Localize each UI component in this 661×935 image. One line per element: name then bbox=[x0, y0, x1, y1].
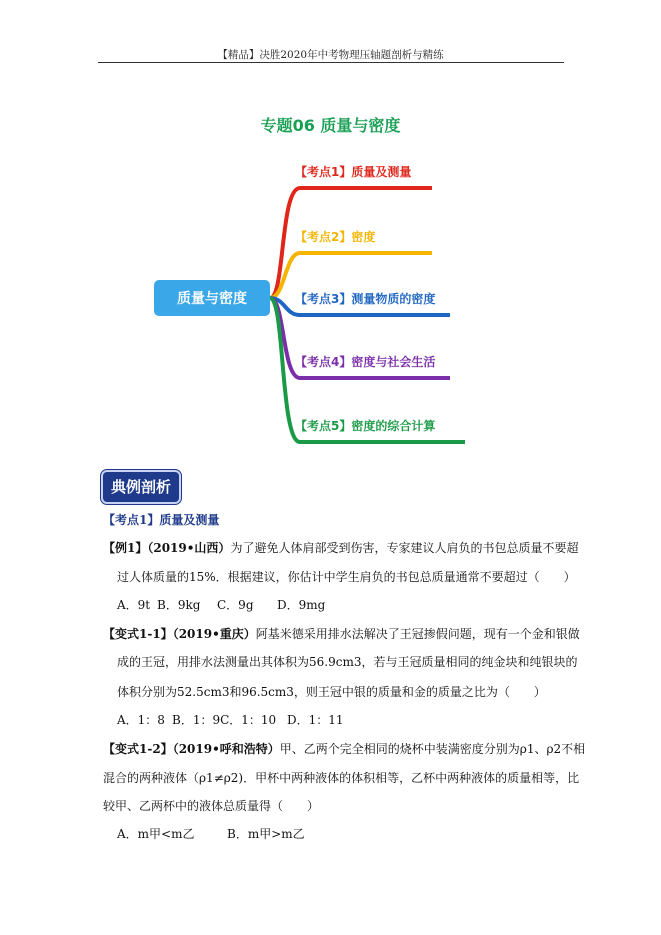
branch-text-1: 质量及测量 bbox=[351, 165, 412, 179]
branch-text-3: 测量物质的密度 bbox=[351, 292, 436, 306]
page-title: 专题06 质量与密度 bbox=[260, 116, 401, 135]
branch-tag-1: 【考点1】 bbox=[295, 165, 352, 179]
section-heading: 【考点1】质量及测量 bbox=[103, 513, 220, 527]
variant1-option-a: A．1：8 bbox=[117, 713, 165, 727]
branch-tag-2: 【考点2】 bbox=[295, 230, 352, 244]
variant2-line1 bbox=[103, 740, 585, 757]
variant2-label: 【变式1-2】 bbox=[103, 742, 173, 756]
branch-tag-4: 【考点4】 bbox=[295, 355, 352, 369]
example1-options bbox=[117, 596, 325, 613]
section-badge bbox=[103, 472, 179, 502]
variant2-text1: 甲、乙两个完全相同的烧杯中装满密度分别为ρ1、ρ2不相 bbox=[279, 742, 586, 756]
example1-label: 【例1】 bbox=[103, 541, 148, 555]
variant1-text1: 阿基米德采用排水法解决了王冠掺假问题，现有一个金和银做 bbox=[255, 627, 580, 641]
example1-text1: 为了避免人体肩部受到伤害，专家建议人肩负的书包总质量不要超 bbox=[230, 541, 579, 555]
branch-text-5: 密度的综合计算 bbox=[351, 419, 436, 433]
header-rule bbox=[98, 62, 564, 63]
example1-option-c: C．9g bbox=[217, 598, 254, 612]
variant2-source: （2019•呼和浩特） bbox=[172, 742, 280, 756]
variant2-options bbox=[117, 825, 305, 842]
example1-source: （2019•山西） bbox=[147, 541, 231, 555]
page-header: 【精品】决胜2020年中考物理压轴题剖析与精练 bbox=[217, 49, 444, 61]
branch-label-2 bbox=[295, 229, 375, 244]
example1-line2: 过人体质量的15%．根据建议，你估计中学生肩负的书包总质量通常不要超过（ ） bbox=[117, 570, 576, 584]
branch-label-5 bbox=[295, 418, 435, 433]
variant1-options bbox=[117, 711, 344, 728]
section-badge-label: 典例剖析 bbox=[110, 478, 171, 496]
branch-text-2: 密度 bbox=[351, 230, 376, 244]
branch-text-4: 密度与社会生活 bbox=[351, 355, 436, 369]
variant1-label: 【变式1-1】 bbox=[103, 627, 173, 641]
example1-option-b: B．9kg bbox=[157, 598, 201, 612]
branch-label-4 bbox=[295, 354, 435, 369]
variant1-option-bc: B．1：9C．1：10 bbox=[172, 713, 277, 727]
branch-label-1 bbox=[295, 164, 411, 179]
example1-option-a: A．9t bbox=[117, 598, 151, 612]
branch-tag-5: 【考点5】 bbox=[295, 419, 352, 433]
example1-line1 bbox=[103, 539, 578, 556]
variant2-option-a: A．m甲<m乙 bbox=[117, 827, 195, 841]
variant2-line2: 混合的两种液体（ρ1≠ρ2)．甲杯中两种液体的体积相等，乙杯中两种液体的质量相等，比 bbox=[103, 771, 580, 785]
variant2-option-b: B．m甲>m乙 bbox=[227, 827, 305, 841]
variant1-line3: 体积分别为52.5cm3和96.5cm3，则王冠中银的质量和金的质量之比为（ ） bbox=[117, 685, 546, 699]
variant1-line1 bbox=[103, 625, 580, 642]
example1-option-d: D．9mg bbox=[277, 598, 326, 612]
variant1-line2: 成的王冠，用排水法测量出其体积为56.9cm3，若与王冠质量相同的纯金块和纯银块的 bbox=[117, 655, 578, 669]
center-label: 质量与密度 bbox=[177, 291, 247, 307]
variant1-source: （2019•重庆） bbox=[172, 627, 256, 641]
mind-map bbox=[150, 150, 480, 450]
branch-label-3 bbox=[295, 291, 435, 306]
variant2-line3: 较甲、乙两杯中的液体总质量得（ ） bbox=[103, 799, 320, 813]
branch-tag-3: 【考点3】 bbox=[295, 292, 352, 306]
variant1-option-d: D．1：11 bbox=[287, 713, 344, 727]
